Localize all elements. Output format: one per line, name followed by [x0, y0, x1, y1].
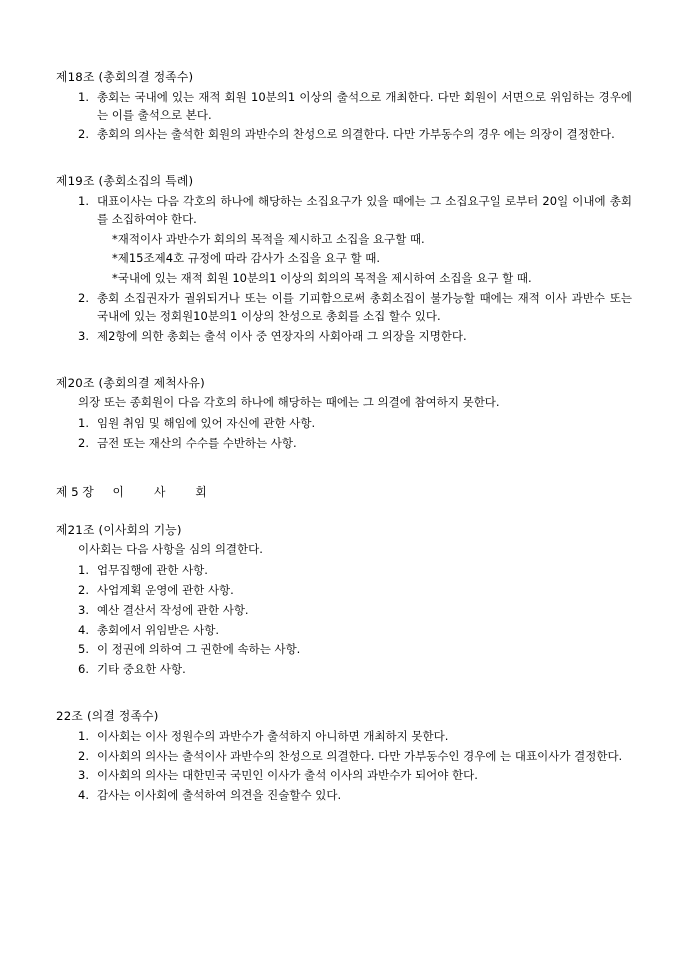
list-item-text: 대표이사는 다음 각호의 하나에 해당하는 소집요구가 있을 때에는 그 소집요구일 로부터 20일 이내에 총회를 소집하여야 한다. [97, 194, 632, 226]
article-block [56, 711, 632, 805]
list-item [78, 661, 632, 679]
chapter-heading: 제 5 장 이 사 회 [56, 484, 207, 499]
list-item-number: 4. [78, 788, 89, 803]
list-item-number: 1. [78, 194, 89, 209]
list-item-text: 감사는 이사회에 출석하여 의견을 진술할수 있다. [97, 788, 342, 803]
list-item-text: 총회 소집권자가 궐위되거나 또는 이를 기피함으로써 총회소집이 불가능할 때에는 재적 이사 과반수 또는 국내에 있는 정회원10분의1 이상의 찬성으로 총회를 소집 할수 있다. [97, 291, 632, 323]
list-item [78, 748, 632, 766]
sub-item: *국내에 있는 재적 회원 10분의1 이상의 회의의 목적을 제시하여 소집을 요구 할 때. [112, 271, 532, 286]
list-item-text: 이사회의 의사는 출석이사 과반수의 찬성으로 의결한다. 다만 가부동수인 경우에 는 대표이사가 결정한다. [97, 748, 623, 763]
list-item-text: 사업계획 운영에 관한 사항. [97, 582, 234, 597]
list-item [78, 290, 632, 326]
list-item-text: 총회의 의사는 출석한 회원의 과반수의 찬성으로 의결한다. 다만 가부동수의 경우 에는 의장이 결정한다. [97, 127, 615, 142]
list-item-number: 3. [78, 328, 89, 343]
list-item-number: 4. [78, 622, 89, 637]
list-item-text: 업무집행에 관한 사항. [97, 563, 208, 578]
list-item-text: 예산 결산서 작성에 관한 사항. [97, 602, 249, 617]
list-item-number: 3. [78, 768, 89, 783]
list-item [78, 787, 632, 805]
list-item-text: 임원 취임 및 해임에 있어 자신에 관한 사항. [97, 416, 316, 431]
article-heading: 제21조 (이사회의 기능) [56, 522, 182, 537]
list-item [78, 582, 632, 600]
list-item [78, 415, 632, 433]
list-item [78, 728, 632, 746]
sub-item: *재적이사 과반수가 회의의 목적을 제시하고 소집을 요구할 때. [112, 231, 425, 246]
article-paragraph: 의장 또는 종회원이 다음 각호의 하나에 해당하는 때에는 그 의결에 참여하지 못한다. [78, 395, 500, 410]
list-item [78, 622, 632, 640]
list-item-text: 총회는 국내에 있는 재적 회원 10분의1 이상의 출석으로 개최한다. 다만 회원이 서면으로 위임하는 경우에는 이를 출석으로 본다. [97, 89, 632, 122]
article-block [56, 522, 632, 679]
list-item [78, 641, 632, 659]
document-body [56, 72, 632, 819]
list-item-text: 제2항에 의한 총회는 출석 이사 중 연장자의 사회아래 그 의장을 지명한다. [97, 328, 467, 343]
list-item-text: 총회에서 위임받은 사항. [97, 622, 220, 637]
list-item [78, 562, 632, 580]
article-heading: 제18조 (총회의결 정족수) [56, 70, 194, 84]
list-item-text: 금전 또는 재산의 수수를 수반하는 사항. [97, 435, 297, 450]
list-item-number: 2. [78, 435, 89, 450]
list-item [78, 89, 632, 125]
list-item-number: 1. [78, 563, 89, 578]
list-item-text: 기타 중요한 사항. [97, 662, 186, 677]
list-item [78, 328, 632, 346]
list-item-number: 1. [78, 416, 89, 431]
article-heading: 제19조 (총회소집의 특례) [56, 174, 194, 189]
article-paragraph: 이사회는 다음 사항을 심의 의결한다. [78, 542, 263, 557]
list-item-number: 2. [78, 127, 89, 142]
section-spacer [56, 360, 632, 378]
list-item [78, 193, 632, 229]
list-item-number: 3. [78, 602, 89, 617]
list-item [78, 126, 632, 144]
sub-item: *제15조제4호 규정에 따라 감사가 소집을 요구 할 때. [112, 251, 381, 266]
article-block [56, 375, 632, 453]
article-block [56, 72, 632, 144]
list-item-number: 2. [78, 582, 89, 597]
list-item-number: 2. [78, 291, 89, 306]
list-item-number: 2. [78, 748, 89, 763]
list-item-text: 이사회의 의사는 대한민국 국민인 이사가 출석 이사의 과반수가 되어야 한다. [97, 768, 478, 783]
article-heading: 제20조 (총회의결 제척사유) [56, 375, 205, 390]
list-item [78, 767, 632, 785]
list-item-number: 5. [78, 642, 89, 657]
list-item-number: 1. [78, 728, 89, 743]
list-item-text: 이사회는 이사 정원수의 과반수가 출석하지 아니하면 개최하지 못한다. [97, 728, 449, 743]
list-item [78, 602, 632, 620]
list-item-text: 이 정권에 의하여 그 권한에 속하는 사항. [97, 642, 301, 657]
article-block [56, 176, 632, 345]
article-heading: 22조 (의결 정족수) [56, 709, 159, 724]
list-item-number: 6. [78, 662, 89, 677]
list-item-number: 1. [78, 89, 89, 104]
list-item [78, 435, 632, 453]
